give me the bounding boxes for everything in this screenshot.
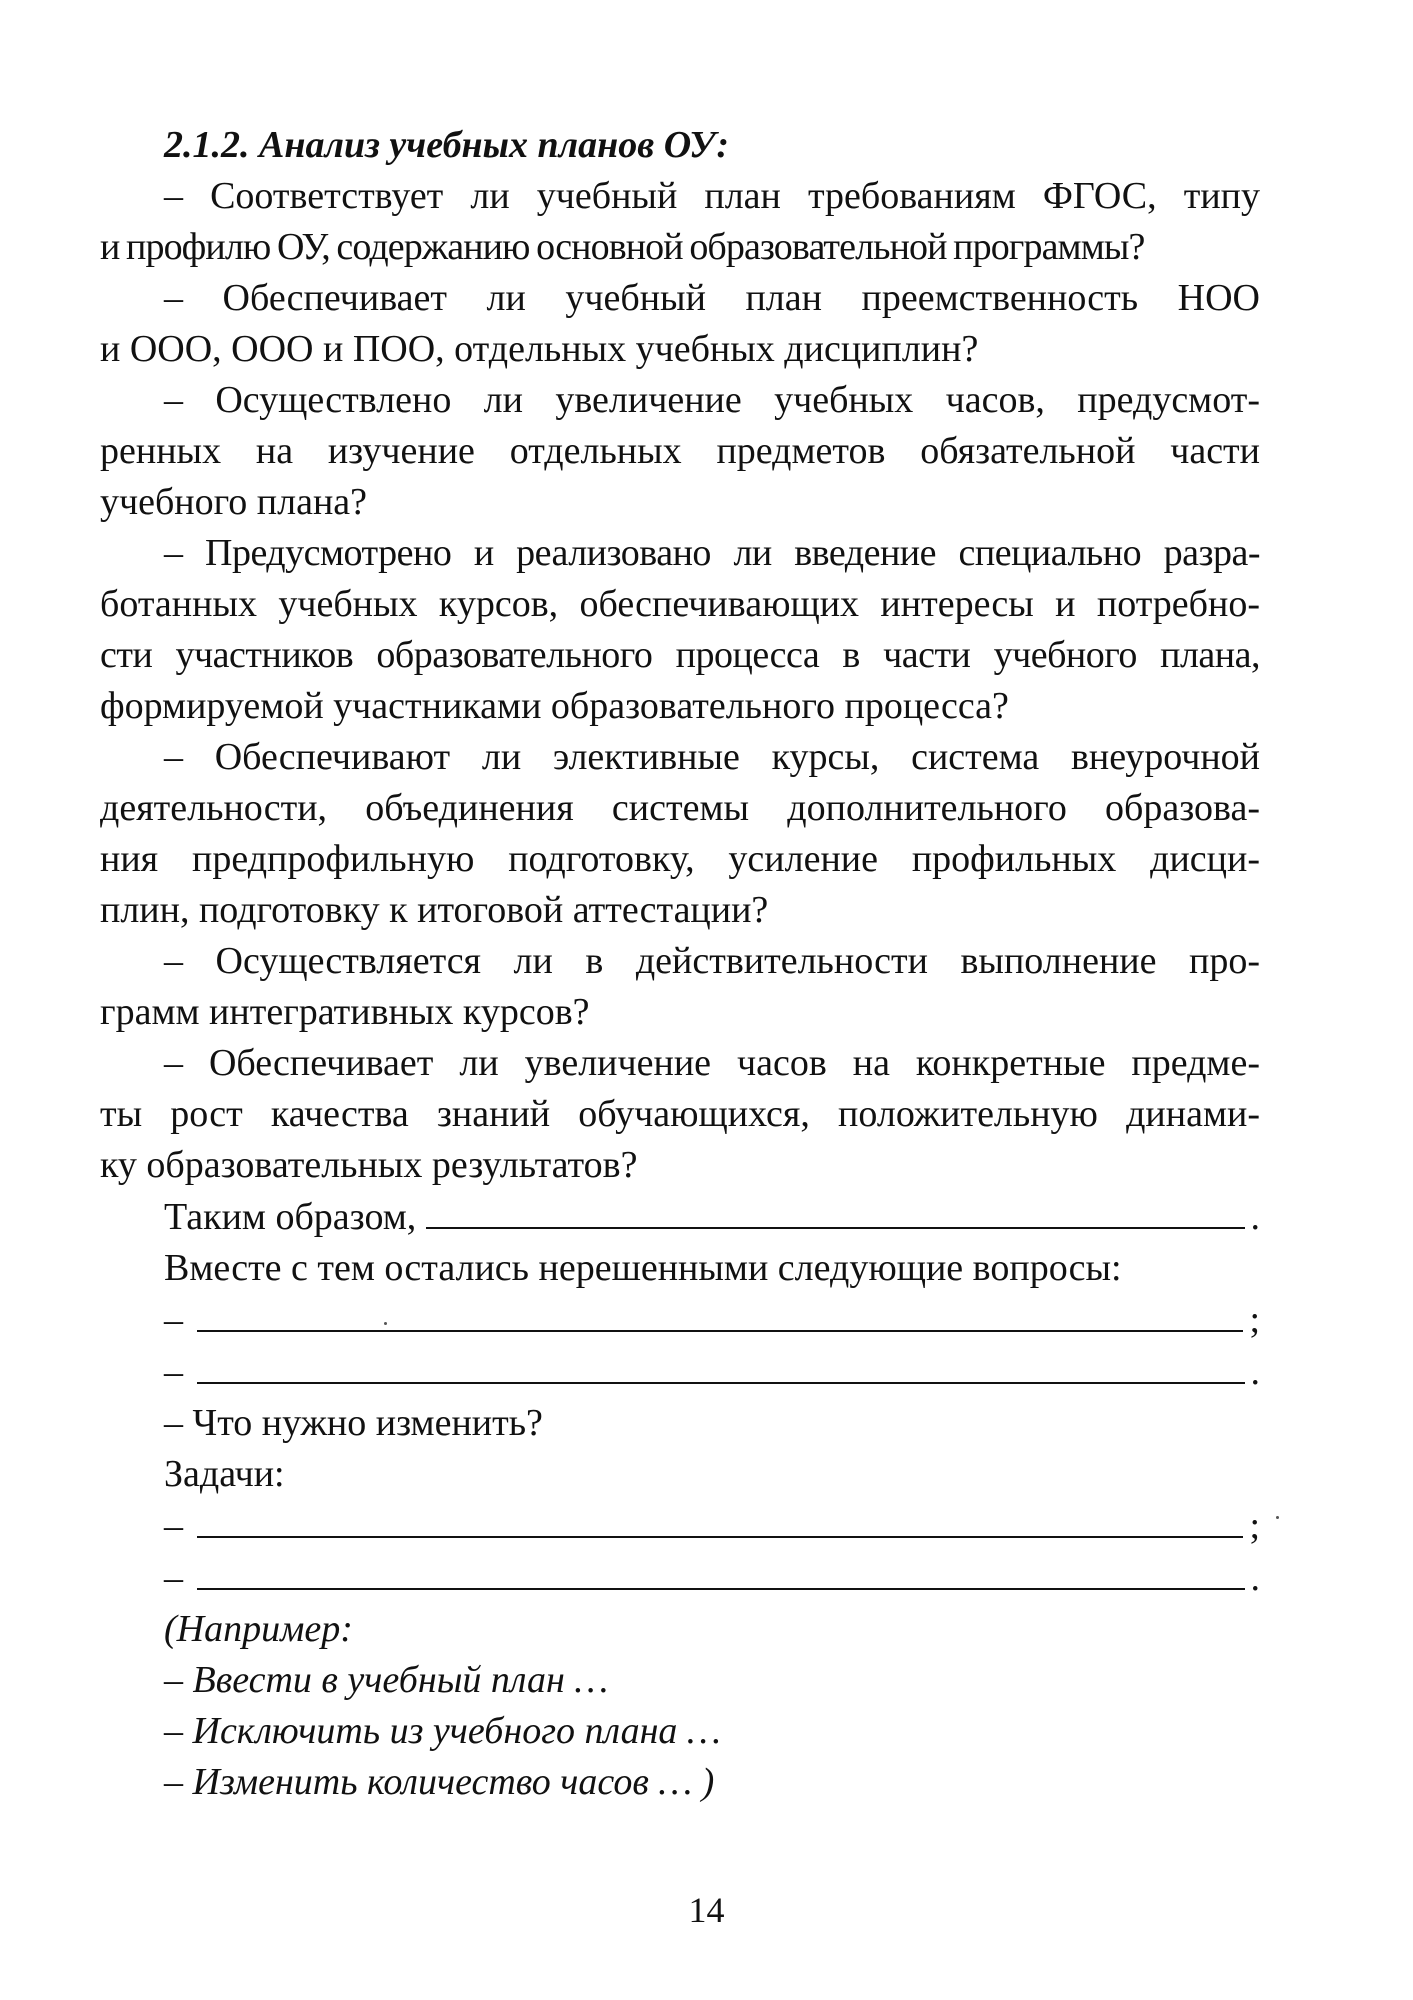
change-question: – Что нужно изменить? (164, 1402, 543, 1444)
unresolved-item-1 (100, 1294, 1260, 1346)
text-line: – Обеспечивает ли увеличение часов на конкретные предме- (164, 1042, 1260, 1084)
conclusion-row (100, 1191, 1260, 1243)
unresolved-label: Вместе с тем остались нерешенными следующие вопросы: (164, 1247, 1122, 1289)
text-line: сти участников образовательного процесса в части учебного плана, (100, 634, 1260, 676)
text-line: ты рост качества знаний обучающихся, положительную динами- (100, 1093, 1260, 1135)
task-item-1 (100, 1500, 1260, 1552)
task-item-2 (100, 1552, 1260, 1604)
question-paragraph (100, 375, 1260, 528)
dash: – (164, 1557, 183, 1599)
text-line: учебного плана? (100, 481, 368, 523)
line-end: ; (1249, 1505, 1260, 1547)
text-line: – Предусмотрено и реализовано ли введение специально разра- (164, 532, 1260, 574)
question-paragraph (100, 273, 1260, 375)
text-line: формируемой участниками образовательного процесса? (100, 685, 1009, 727)
line-end: ; (1249, 1299, 1260, 1341)
question-paragraph (100, 171, 1260, 273)
text-line: плин, подготовку к итоговой аттестации? (100, 889, 769, 931)
dash: – (164, 1299, 183, 1341)
text-line: – Осуществлено ли увеличение учебных часов, предусмот- (164, 379, 1260, 421)
question-paragraph (100, 732, 1260, 936)
text-line: ку образовательных результатов? (100, 1144, 638, 1186)
task-blank-1[interactable] (197, 1500, 1243, 1538)
dash: – (164, 1505, 183, 1547)
line-end: . (1250, 1351, 1260, 1393)
conclusion-blank[interactable] (426, 1191, 1244, 1229)
dash: – (164, 1351, 183, 1393)
text-line: – Обеспечивают ли элективные курсы, система внеурочной (164, 736, 1260, 778)
example-item: – Исключить из учебного плана … (164, 1710, 721, 1752)
task-blank-2[interactable] (197, 1552, 1245, 1590)
conclusion-label: Таким образом, (164, 1196, 417, 1238)
text-line: и ООО, ООО и ПОО, отдельных учебных дисциплин? (100, 328, 979, 370)
scan-speck (1276, 1516, 1279, 1519)
example-intro: (Например: (164, 1608, 353, 1650)
example-item: – Изменить количество часов … ) (164, 1761, 715, 1803)
line-end: . (1250, 1557, 1260, 1599)
conclusion-end: . (1250, 1196, 1260, 1238)
question-paragraph (100, 1038, 1260, 1191)
text-line: и профилю ОУ, содержанию основной образовательной программы? (100, 226, 1145, 268)
text-line: ния предпрофильную подготовку, усиление профильных дисци- (100, 838, 1260, 880)
unresolved-blank-1[interactable] (197, 1294, 1243, 1332)
text-line: деятельности, объединения системы дополнительного образова- (100, 787, 1260, 829)
text-line: ботанных учебных курсов, обеспечивающих интересы и потребно- (100, 583, 1260, 625)
tasks-label: Задачи: (164, 1453, 285, 1495)
question-paragraph (100, 936, 1260, 1038)
text-line: грамм интегративных курсов? (100, 991, 590, 1033)
question-paragraph (100, 528, 1260, 732)
text-line: – Осуществляется ли в действительности выполнение про- (164, 940, 1260, 982)
example-item: – Ввести в учебный план … (164, 1659, 609, 1701)
unresolved-blank-2[interactable] (197, 1346, 1245, 1384)
text-line: – Соответствует ли учебный план требованиям ФГОС, типу (164, 175, 1260, 217)
scan-speck (384, 1322, 387, 1325)
page-content (100, 120, 1260, 1808)
text-line: ренных на изучение отдельных предметов обязательной части (100, 430, 1260, 472)
page-number: 14 (688, 1890, 725, 1930)
text-line: – Обеспечивает ли учебный план преемственность НОО (164, 277, 1260, 319)
unresolved-item-2 (100, 1346, 1260, 1398)
section-heading: 2.1.2. Анализ учебных планов ОУ: (164, 124, 729, 166)
